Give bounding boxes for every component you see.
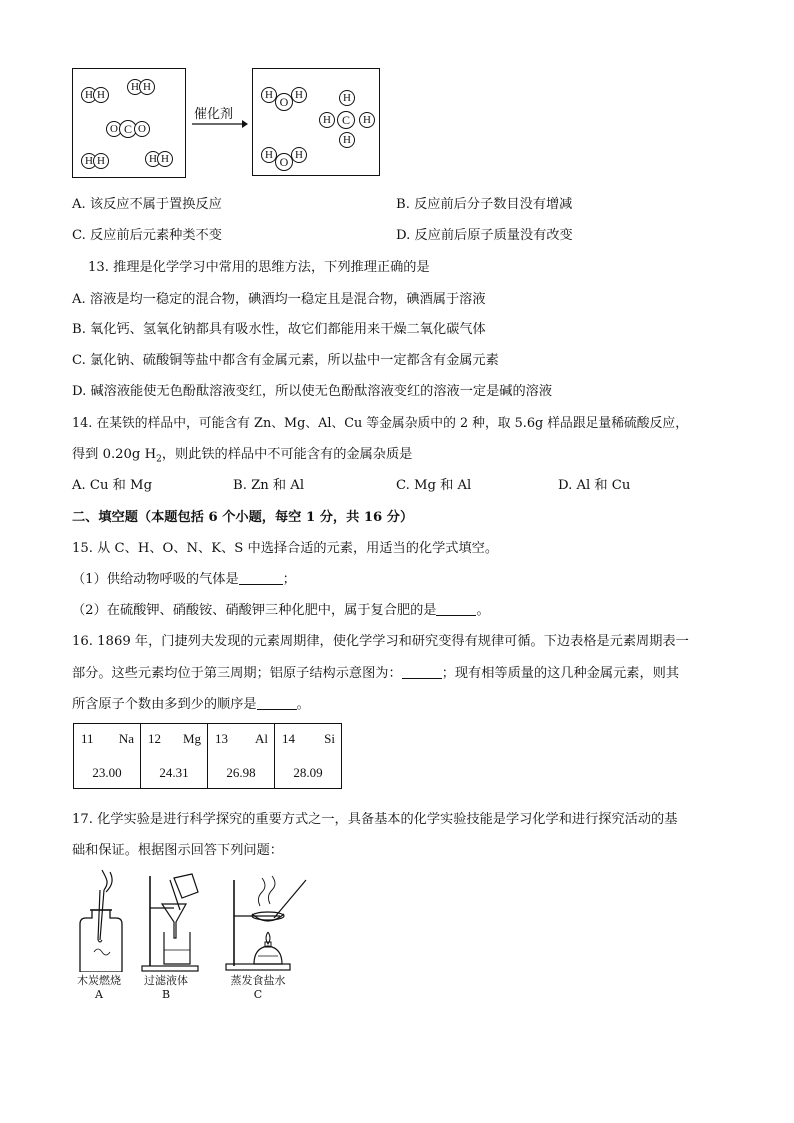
element-cell <box>208 724 275 789</box>
q16-line1: 16. 1869 年，门捷列夫发现的元素周期律，使化学学习和研究变得有规律可循。下边表格是元素周期表一 <box>72 634 689 649</box>
caption-filtration: 过滤液体 <box>144 974 188 987</box>
q14-option-d: D. Al 和 Cu <box>558 478 631 493</box>
q12-option-d: D. 反应前后原子质量没有改变 <box>396 228 573 243</box>
q14-option-a: A. Cu 和 Mg <box>72 478 153 493</box>
q13-option-c: C. 氯化钠、硫酸铜等盐中都含有金属元素，所以盐中一定都含有金属元素 <box>72 353 499 368</box>
caption-letter-a: A <box>95 988 103 1001</box>
hydrogen-atom: H <box>93 153 109 169</box>
hydrogen-atom: H <box>291 147 307 163</box>
oxygen-atom: O <box>275 93 293 111</box>
element-cell <box>74 724 141 789</box>
hydrogen-atom: H <box>145 151 161 167</box>
q13-stem: 13. 推理是化学学习中常用的思维方法，下列推理正确的是 <box>88 260 430 275</box>
q13-option-b: B. 氧化钙、氢氧化钠都具有吸水性，故它们都能用来干燥二氧化碳气体 <box>72 322 486 337</box>
atomic-number: 14 <box>282 731 295 746</box>
q17-line2: 础和保证。根据图示回答下列问题： <box>72 843 283 858</box>
hydrogen-atom: H <box>339 90 355 106</box>
filtration-apparatus-icon <box>140 870 202 972</box>
q16-line2-text: 部分。这些元素均位于第三周期；铝原子结构示意图为： <box>72 666 402 681</box>
q15-part1 <box>72 568 296 587</box>
q14-stem-text: 得到 0.20g H <box>72 447 157 462</box>
reactants-box <box>72 68 186 178</box>
q15-part1-text: （1）供给动物呼吸的气体是 <box>72 572 239 587</box>
caption-letter-b: B <box>161 988 171 1001</box>
q17-line1: 17. 化学实验是进行科学探究的重要方式之一，具备基本的化学实验技能是学习化学和进行探究活动的基 <box>72 812 678 827</box>
element-symbol: Si <box>324 731 335 746</box>
caption-letter-c: C <box>253 988 263 1001</box>
hydrogen-atom: H <box>339 132 355 148</box>
caption-charcoal-burning: 木炭燃烧 <box>77 974 121 987</box>
hydrogen-atom: H <box>157 151 173 167</box>
hydrogen-atom: H <box>261 87 277 103</box>
oxygen-atom: O <box>275 153 293 171</box>
atomic-mass: 28.09 <box>293 765 323 780</box>
element-symbol: Mg <box>182 731 201 746</box>
hydrogen-atom: H <box>81 153 97 169</box>
hydrogen-atom: H <box>139 79 155 95</box>
section-title: 二、填空题（本题包括 6 个小题，每空 1 分，共 16 分） <box>72 510 414 525</box>
hydrogen-atom: H <box>359 112 375 128</box>
q14-option-c: C. Mg 和 Al <box>396 478 472 493</box>
evaporation-apparatus-icon <box>224 870 310 972</box>
q14-stem-line1: 14. 在某铁的样品中，可能含有 Zn、Mg、Al、Cu 等金属杂质中的 2 种，取 5.6g 样品跟足量稀硫酸反应， <box>72 416 688 431</box>
charcoal-burning-apparatus-icon <box>76 868 126 972</box>
atomic-number: 12 <box>148 731 161 746</box>
element-symbol: Na <box>118 731 134 746</box>
q13-option-a: A. 溶液是均一稳定的混合物，碘酒均一稳定且是混合物，碘酒属于溶液 <box>72 292 486 307</box>
q16-line3-text: 所含原子个数由多到少的顺序是 <box>72 697 257 712</box>
q14-stem-text-cont: ，则此铁的样品中不可能含有的金属杂质是 <box>161 447 413 462</box>
atomic-number: 11 <box>81 731 94 746</box>
q15-part1-end: ； <box>282 572 296 587</box>
q14-option-b: B. Zn 和 Al <box>233 478 305 493</box>
hydrogen-atom: H <box>127 79 143 95</box>
reaction-arrow-icon <box>192 119 248 129</box>
hydrogen-atom: H <box>261 147 277 163</box>
oxygen-atom: O <box>106 121 122 137</box>
element-cell <box>275 724 342 789</box>
answer-blank[interactable] <box>402 666 442 679</box>
caption-evaporation: 蒸发食盐水 <box>230 974 286 987</box>
answer-blank[interactable] <box>436 603 476 616</box>
q16-line3 <box>72 693 310 712</box>
hydrogen-atom: H <box>93 87 109 103</box>
atomic-mass: 24.31 <box>159 765 189 780</box>
q12-option-c: C. 反应前后元素种类不变 <box>72 228 222 243</box>
q15-part2-text: （2）在硫酸钾、硝酸铵、硝酸钾三种化肥中，属于复合肥的是 <box>72 603 437 618</box>
q16-line2-cont: ；现有相等质量的这几种金属元素，则其 <box>441 666 680 681</box>
q16-line3-end: 。 <box>296 697 310 712</box>
q12-option-b: B. 反应前后分子数目没有增减 <box>396 197 573 212</box>
q15-part2 <box>72 599 490 618</box>
answer-blank[interactable] <box>257 697 297 710</box>
hydrogen-atom: H <box>291 87 307 103</box>
q13-option-d: D. 碱溶液能使无色酚酞溶液变红，所以使无色酚酞溶液变红的溶液一定是碱的溶液 <box>72 384 553 399</box>
q14-subscript: 2 <box>156 454 162 465</box>
atomic-mass: 23.00 <box>92 765 122 780</box>
element-symbol: Al <box>255 731 268 746</box>
q15-stem: 15. 从 C、H、O、N、K、S 中选择合适的元素，用适当的化学式填空。 <box>72 541 499 556</box>
catalyst-label: 催化剂 <box>194 107 234 122</box>
q14-stem-line2 <box>72 443 412 465</box>
q15-part2-end: 。 <box>476 603 490 618</box>
answer-blank[interactable] <box>239 572 283 585</box>
oxygen-atom: O <box>134 121 150 137</box>
element-cell <box>141 724 208 789</box>
q12-option-a: A. 该反应不属于置换反应 <box>72 197 222 212</box>
q16-line2 <box>72 662 679 681</box>
hydrogen-atom: H <box>81 87 97 103</box>
hydrogen-atom: H <box>319 112 335 128</box>
carbon-atom: C <box>337 111 355 129</box>
atomic-mass: 26.98 <box>226 765 256 780</box>
products-box <box>252 68 380 176</box>
periodic-table-fragment <box>73 723 342 789</box>
carbon-atom: C <box>119 120 137 138</box>
atomic-number: 13 <box>215 731 228 746</box>
